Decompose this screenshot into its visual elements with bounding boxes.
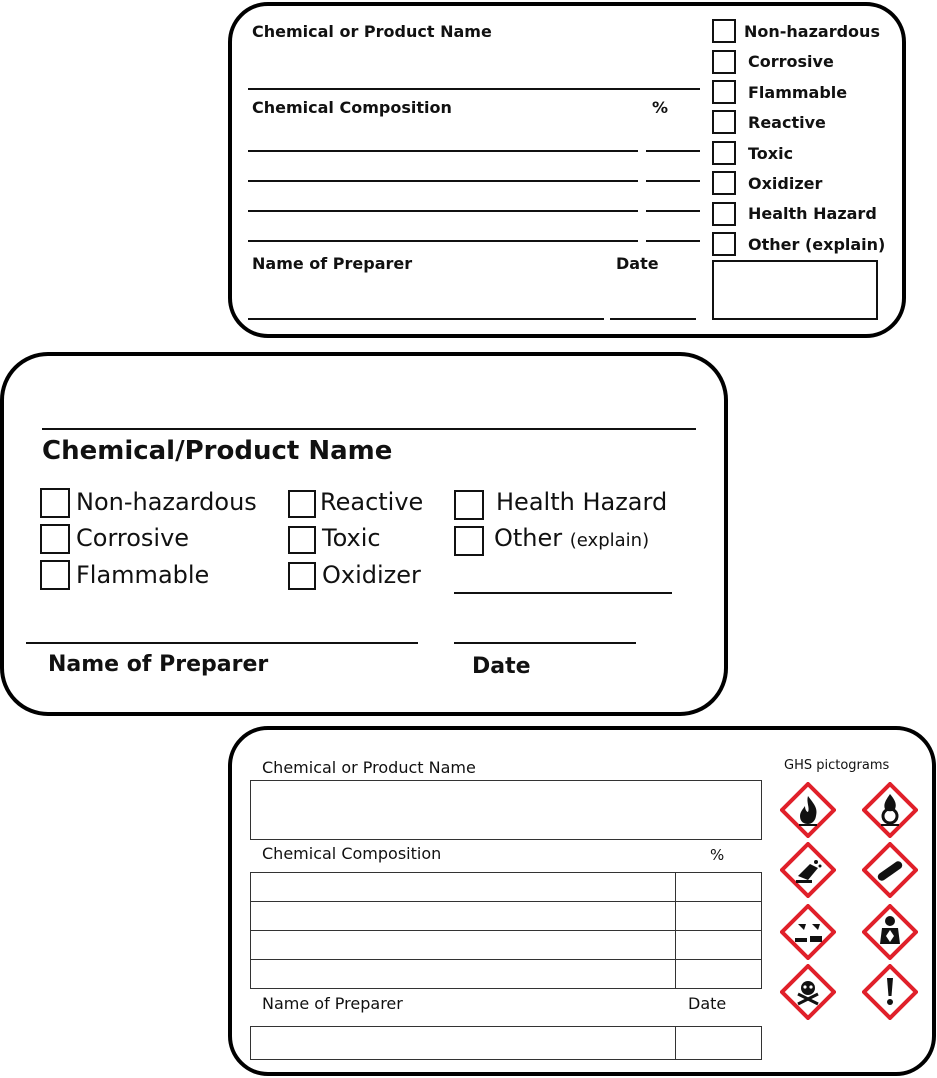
other-explain-box[interactable] (712, 260, 878, 320)
product-name-line[interactable] (248, 88, 700, 90)
hazard-label: Reactive (320, 488, 424, 516)
checkbox-reactive[interactable] (288, 490, 316, 518)
date-label: Date (472, 654, 531, 679)
date-line[interactable] (610, 318, 696, 320)
preparer-label: Name of Preparer (262, 994, 403, 1013)
composition-cell[interactable] (250, 872, 676, 902)
other-label: Other (494, 524, 570, 552)
checkbox-corrosive[interactable] (40, 524, 70, 554)
composition-line[interactable] (248, 240, 638, 242)
exclamation-mark-icon (862, 964, 918, 1020)
hazard-label: Oxidizer (748, 174, 823, 193)
gas-cylinder-icon (862, 842, 918, 898)
product-name-field[interactable] (250, 780, 762, 840)
checkbox-oxidizer[interactable] (712, 171, 736, 195)
checkbox-corrosive[interactable] (712, 50, 736, 74)
percent-label: % (710, 846, 725, 864)
hazard-label: Reactive (748, 113, 826, 132)
preparer-label: Name of Preparer (48, 652, 269, 677)
hazard-label: Flammable (76, 561, 210, 589)
hazard-label: Health Hazard (748, 204, 877, 223)
flame-over-circle-icon (862, 782, 918, 838)
composition-cell[interactable] (250, 959, 676, 989)
checkbox-non-hazardous[interactable] (712, 19, 736, 43)
checkbox-health-hazard[interactable] (712, 202, 736, 226)
hazard-label: Health Hazard (496, 488, 668, 516)
hazard-label: Oxidizer (322, 561, 421, 589)
hazard-label: Non-hazardous (744, 22, 880, 41)
composition-line[interactable] (248, 150, 638, 152)
label-card-1 (228, 2, 906, 338)
percent-cell[interactable] (675, 959, 762, 989)
checkbox-reactive[interactable] (712, 110, 736, 134)
checkbox-other[interactable] (712, 232, 736, 256)
preparer-line[interactable] (26, 642, 418, 644)
percent-label: % (652, 98, 669, 117)
product-name-label: Chemical or Product Name (262, 758, 476, 777)
preparer-line[interactable] (248, 318, 604, 320)
checkbox-flammable[interactable] (40, 560, 70, 590)
percent-cell[interactable] (675, 901, 762, 931)
percent-line[interactable] (646, 150, 700, 152)
product-name-line[interactable] (42, 428, 696, 430)
checkbox-toxic[interactable] (288, 526, 316, 554)
percent-line[interactable] (646, 210, 700, 212)
health-hazard-icon (862, 904, 918, 960)
checkbox-health-hazard[interactable] (454, 490, 484, 520)
flame-icon (780, 782, 836, 838)
other-explain-line[interactable] (454, 592, 672, 594)
hazard-label (494, 524, 649, 552)
composition-cell[interactable] (250, 901, 676, 931)
percent-cell[interactable] (675, 930, 762, 960)
hazard-label: Corrosive (748, 52, 834, 71)
hazard-label: Toxic (748, 144, 794, 163)
label-card-3 (228, 726, 936, 1076)
composition-cell[interactable] (250, 930, 676, 960)
hazard-label: Flammable (748, 83, 848, 102)
corrosion-icon (780, 842, 836, 898)
hazard-label: Toxic (322, 524, 381, 552)
date-label: Date (616, 254, 659, 273)
composition-label: Chemical Composition (262, 844, 442, 863)
composition-line[interactable] (248, 210, 638, 212)
checkbox-non-hazardous[interactable] (40, 488, 70, 518)
checkbox-flammable[interactable] (712, 80, 736, 104)
label-card-2 (0, 352, 728, 716)
date-label: Date (688, 994, 727, 1013)
percent-line[interactable] (646, 180, 700, 182)
composition-label: Chemical Composition (252, 98, 452, 117)
hazard-label: Non-hazardous (76, 488, 257, 516)
composition-line[interactable] (248, 180, 638, 182)
product-name-label: Chemical or Product Name (252, 22, 492, 41)
checkbox-oxidizer[interactable] (288, 562, 316, 590)
date-line[interactable] (454, 642, 636, 644)
percent-line[interactable] (646, 240, 700, 242)
hazard-label: Other (explain) (748, 235, 886, 254)
date-field[interactable] (675, 1026, 762, 1060)
pictograms-title: GHS pictograms (784, 758, 890, 773)
checkbox-other[interactable] (454, 526, 484, 556)
skull-crossbones-icon (780, 964, 836, 1020)
checkbox-toxic[interactable] (712, 141, 736, 165)
preparer-field[interactable] (250, 1026, 676, 1060)
preparer-label: Name of Preparer (252, 254, 413, 273)
hazard-label: Corrosive (76, 524, 190, 552)
explain-label: (explain) (569, 530, 650, 551)
percent-cell[interactable] (675, 872, 762, 902)
corrosion-icon (780, 904, 836, 960)
product-name-label: Chemical/Product Name (42, 436, 393, 466)
